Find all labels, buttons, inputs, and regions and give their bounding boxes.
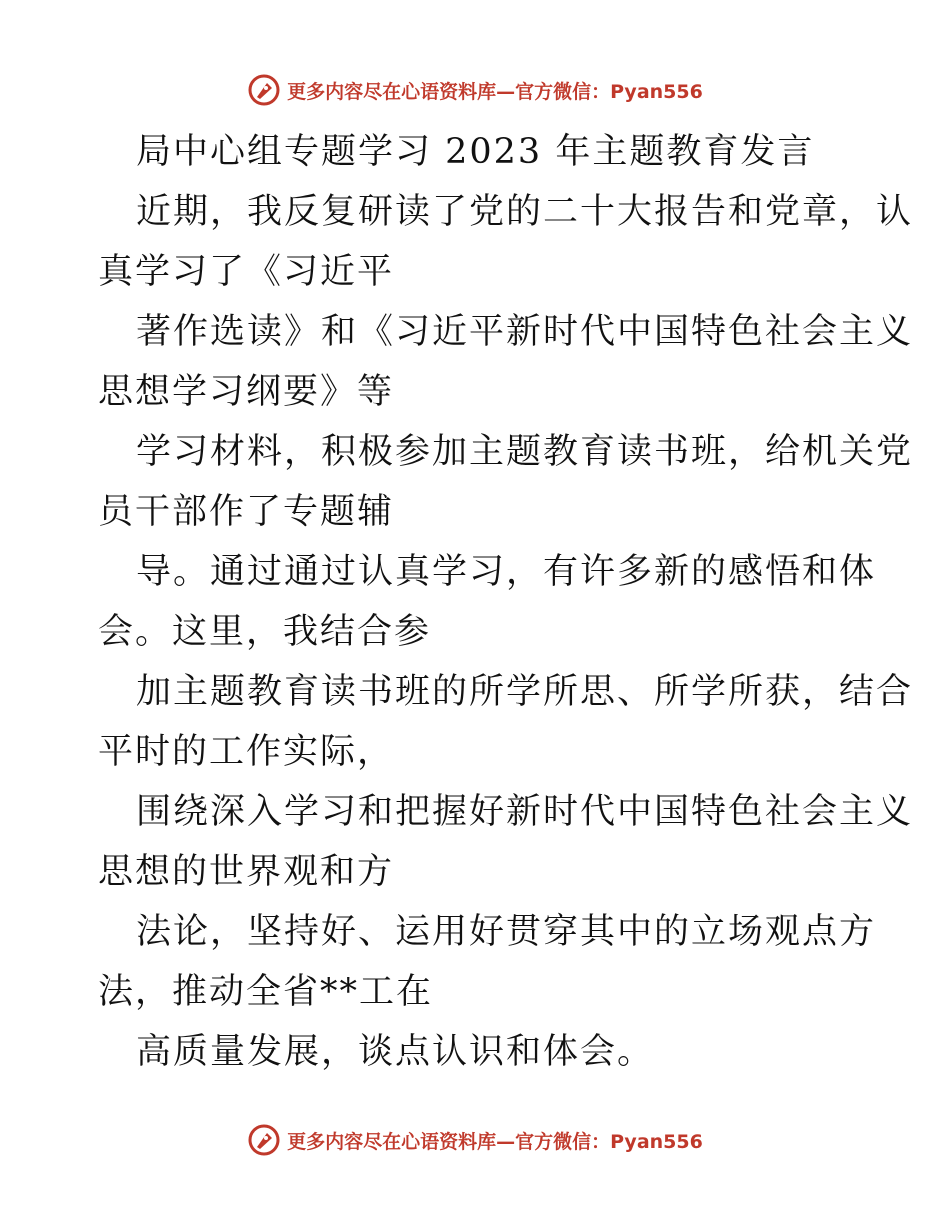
footer-banner xyxy=(0,1120,950,1160)
text-line: 员干部作了专题辅 xyxy=(98,492,395,532)
pen-nib-circle-icon xyxy=(247,1123,281,1157)
header-banner-inner xyxy=(247,73,703,107)
text-line: 学习材料，积极参加主题教育读书班，给机关党 xyxy=(136,432,914,472)
text-line: 法，推动全省**工在 xyxy=(98,972,434,1012)
text-line: 思想学习纲要》等 xyxy=(98,372,395,412)
text-line: 真学习了《习近平 xyxy=(98,252,395,292)
pen-nib-circle-icon xyxy=(247,73,281,107)
document-body xyxy=(98,122,914,1082)
text-line: 近期，我反复研读了党的二十大报告和党章，认 xyxy=(136,192,914,232)
text-line: 著作选读》和《习近平新时代中国特色社会主义 xyxy=(136,312,914,352)
text-line: 法论，坚持好、运用好贯穿其中的立场观点方 xyxy=(136,912,877,952)
document-title: 局中心组专题学习 2023 年主题教育发言 xyxy=(136,132,815,172)
text-line: 会。这里，我结合参 xyxy=(98,612,432,652)
paragraph-lines xyxy=(98,182,914,1082)
text-line: 加主题教育读书班的所学所思、所学所获，结合 xyxy=(136,672,914,712)
footer-banner-inner xyxy=(247,1123,703,1157)
text-line: 导。通过通过认真学习，有许多新的感悟和体 xyxy=(136,552,877,592)
text-line: 高质量发展，谈点认识和体会。 xyxy=(136,1032,655,1072)
footer-banner-text: 更多内容尽在心语资料库—官方微信：Pyan556 xyxy=(287,1130,703,1153)
header-banner-text: 更多内容尽在心语资料库—官方微信：Pyan556 xyxy=(287,80,703,103)
text-line: 平时的工作实际， xyxy=(98,732,395,772)
header-banner xyxy=(0,70,950,110)
text-line: 思想的世界观和方 xyxy=(98,852,395,892)
text-line: 围绕深入学习和把握好新时代中国特色社会主义 xyxy=(136,792,914,832)
